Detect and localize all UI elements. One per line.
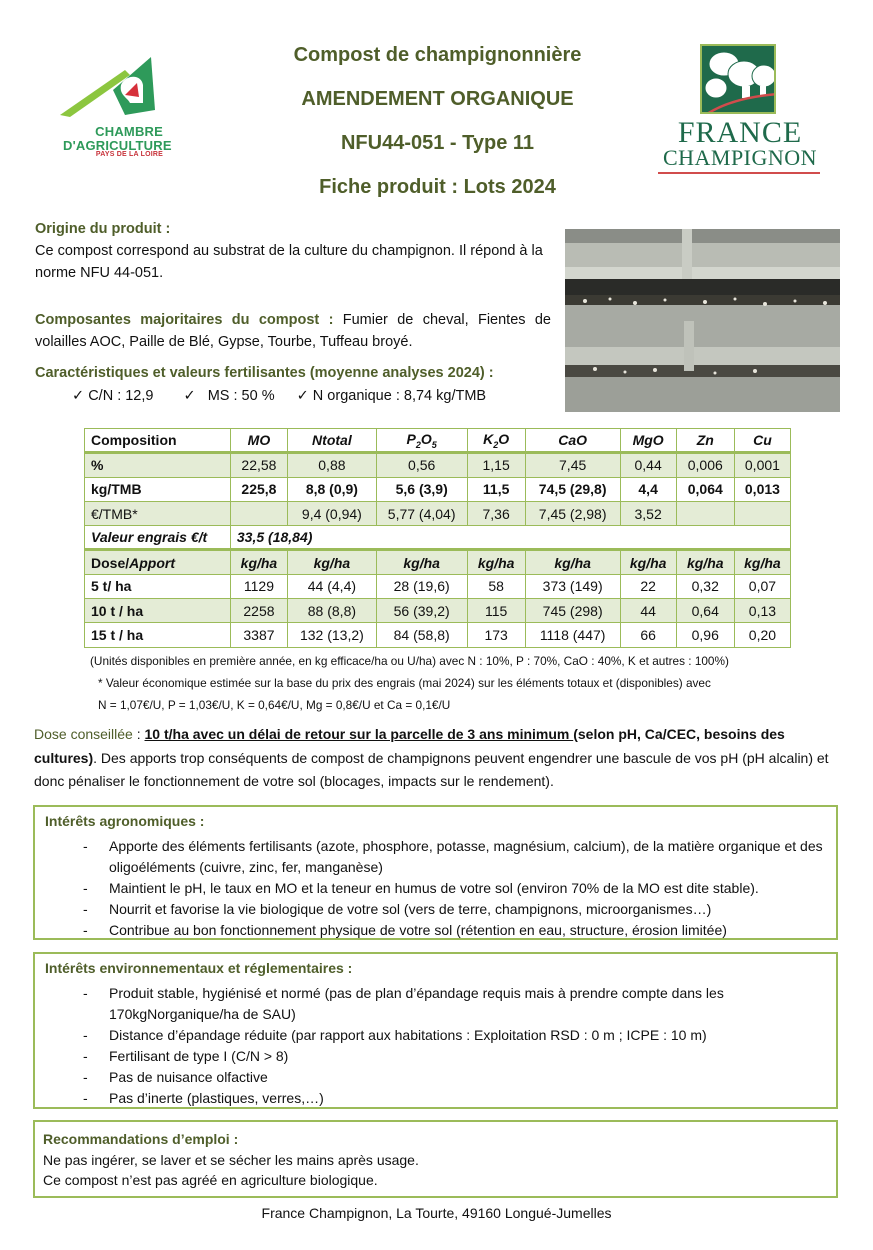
- list-item-text: Pas de nuisance olfactive: [109, 1069, 268, 1085]
- dash-bullet-icon: -: [83, 1090, 88, 1106]
- table-row: [85, 477, 791, 501]
- check-icon: ✓: [72, 388, 85, 404]
- table-cell: 115: [467, 599, 525, 623]
- logo-text-chambre: CHAMBRE: [95, 124, 163, 139]
- note-economic-value: * Valeur économique estimée sur la base du prix des engrais (mai 2024) sur les éléments totaux et (disponibles) avec: [98, 676, 711, 690]
- table-cell: 88 (8,8): [288, 599, 377, 623]
- row-label: €/TMB*: [85, 501, 231, 525]
- logo-text-france: FRANCE: [677, 116, 803, 149]
- table-cell: 0,20: [734, 623, 790, 647]
- dose-separator: :: [132, 726, 145, 742]
- table-header-row: [85, 429, 791, 453]
- table-cell: 84 (58,8): [376, 623, 467, 647]
- chambre-agriculture-logo: [55, 55, 172, 170]
- table-cell: 5,77 (4,04): [376, 501, 467, 525]
- environmental-benefits-box: [33, 952, 838, 1109]
- france-champignon-logo: [655, 44, 825, 176]
- table-dose-header-row: [85, 550, 791, 574]
- header-cell: Ntotal: [288, 429, 377, 453]
- caracteristiques-title: Caractéristiques et valeurs fertilisantes (moyenne analyses 2024) :: [35, 365, 494, 381]
- table-cell: 74,5 (29,8): [525, 477, 620, 501]
- list-item-text: Distance d’épandage réduite (par rapport aux habitations : Exploitation RSD : 0 m ; ICPE : 10 m): [109, 1027, 707, 1043]
- table-cell: 8,8 (0,9): [288, 477, 377, 501]
- table-cell: 225,8: [230, 477, 287, 501]
- dash-bullet-icon: -: [83, 901, 88, 917]
- dash-bullet-icon: -: [83, 985, 88, 1001]
- check-item-ms: [183, 388, 274, 404]
- table-cell: 44 (4,4): [288, 574, 377, 598]
- table-cell: 11,5: [467, 477, 525, 501]
- table-cell: 173: [467, 623, 525, 647]
- table-cell: 28 (19,6): [376, 574, 467, 598]
- list-item-text: Maintient le pH, le taux en MO et la teneur en humus de votre sol (environ 70% de la MO est dite stable).: [109, 880, 759, 896]
- list-item: [45, 920, 826, 941]
- dose-conseillee-paragraph: [34, 723, 842, 794]
- table-cell: 4,4: [620, 477, 676, 501]
- row-label: Valeur engrais €/t: [85, 526, 231, 550]
- table-cell: 0,013: [734, 477, 790, 501]
- origin-text: Ce compost correspond au substrat de la culture du champignon. Il répond à la norme NFU 44-051.: [35, 243, 543, 281]
- apport-label: Apport: [129, 554, 176, 571]
- header-cell-k2o: $K_2O$: [467, 429, 525, 453]
- check-label: C/N : 12,9: [88, 388, 154, 404]
- dose-label: Dose/: [91, 554, 130, 571]
- logo-text-champignon: CHAMPIGNON: [662, 145, 818, 170]
- row-label: 10 t / ha: [85, 599, 231, 623]
- header-cell-p2o5: $P_2O_5$: [376, 429, 467, 453]
- logo-underline: [658, 172, 820, 174]
- header-cell: Zn: [676, 429, 734, 453]
- check-label: MS : 50 %: [207, 388, 275, 404]
- table-cell: [230, 501, 287, 525]
- table-cell: 3387: [230, 623, 287, 647]
- list-item: [45, 1046, 826, 1067]
- table-cell: [734, 501, 790, 525]
- table-row: [85, 453, 791, 477]
- list-item-text: Produit stable, hygiénisé et normé (pas de plan d’épandage requis mais à prendre compte dans les 170kgNorganique/ha de SAU): [109, 985, 724, 1022]
- note-prices: N = 1,07€/U, P = 1,03€/U, K = 0,64€/U, Mg = 0,8€/U et Ca = 0,1€/U: [98, 698, 451, 712]
- table-cell: 0,64: [676, 599, 734, 623]
- recommendation-line: Ne pas ingérer, se laver et se sécher les mains après usage.: [43, 1152, 419, 1168]
- composantes-title: Composantes majoritaires du compost :: [35, 312, 334, 328]
- compost-photo: [565, 229, 840, 412]
- footer-address: France Champignon, La Tourte, 49160 Longué-Jumelles: [261, 1205, 612, 1221]
- table-cell: 7,45 (2,98): [525, 501, 620, 525]
- logo-text-region: PAYS DE LA LOIRE: [95, 151, 163, 158]
- table-cell: 7,36: [467, 501, 525, 525]
- check-label: N organique : 8,74 kg/TMB: [312, 388, 487, 404]
- dose-recommendation: 10 t/ha avec un délai de retour sur la parcelle de 3 ans minimum: [144, 726, 574, 742]
- header-cell: kg/ha: [620, 550, 676, 574]
- table-cell: 3,52: [620, 501, 676, 525]
- table-cell: 373 (149): [525, 574, 620, 598]
- table-cell: 2258: [230, 599, 287, 623]
- note-units: (Unités disponibles en première année, en kg efficace/ha ou U/ha) avec N : 10%, P : 70%, CaO : 40%, K et autres : 100%): [90, 654, 729, 668]
- table-cell: 9,4 (0,94): [288, 501, 377, 525]
- header-cell: kg/ha: [230, 550, 287, 574]
- recommendations-title: Recommandations d’emploi :: [43, 1131, 239, 1147]
- composantes-text: Fumier de cheval, Fientes de volailles AOC, Paille de Blé, Gypse, Tourbe, Tuffeau broyé.: [35, 312, 551, 350]
- row-label: 5 t/ ha: [85, 574, 231, 598]
- header-cell: kg/ha: [734, 550, 790, 574]
- list-item-text: Nourrit et favorise la vie biologique de votre sol (vers de terre, champignons, microorganismes…): [109, 901, 712, 917]
- table-cell: 1129: [230, 574, 287, 598]
- table-row: [85, 501, 791, 525]
- table-row: [85, 574, 791, 598]
- check-item-cn: [72, 388, 153, 404]
- table-cell: 1118 (447): [525, 623, 620, 647]
- list-item-text: Fertilisant de type I (C/N > 8): [109, 1048, 289, 1064]
- table-cell: 22: [620, 574, 676, 598]
- table-cell: 58: [467, 574, 525, 598]
- dose-warning: . Des apports trop conséquents de compost de champignons peuvent engendrer une bascule de vos pH (pH alcalin) et donc pénaliser le fonctionnement de votre sol (blocages, impacts sur le rendement).: [34, 749, 829, 789]
- list-item-text: Contribue au bon fonctionnement physique de votre sol (rétention en eau, structure, érosion limitée): [109, 922, 727, 938]
- header-cell: kg/ha: [676, 550, 734, 574]
- check-icon: ✓: [296, 388, 309, 404]
- header-cell: CaO: [525, 429, 620, 453]
- table-cell: 0,32: [676, 574, 734, 598]
- table-cell: [676, 501, 734, 525]
- list-item: [45, 878, 826, 899]
- header-cell: MO: [230, 429, 287, 453]
- dash-bullet-icon: -: [83, 1069, 88, 1085]
- agronomic-benefits-box: [33, 805, 838, 940]
- table-cell: 0,44: [620, 453, 676, 477]
- list-item: [45, 836, 826, 878]
- row-label: 15 t / ha: [85, 623, 231, 647]
- title-product: Compost de champignonnière: [293, 44, 582, 66]
- list-item: [45, 1025, 826, 1046]
- origin-title: Origine du produit :: [35, 221, 171, 237]
- row-label: %: [85, 453, 231, 477]
- caracteristiques-checklist: [72, 388, 486, 404]
- table-cell: 1,15: [467, 453, 525, 477]
- check-item-norganique: [297, 388, 486, 404]
- dash-bullet-icon: -: [83, 838, 88, 854]
- table-cell: 0,001: [734, 453, 790, 477]
- dash-bullet-icon: -: [83, 1048, 88, 1064]
- composition-table: [84, 428, 791, 648]
- list-item: [45, 899, 826, 920]
- list-item-text: Apporte des éléments fertilisants (azote, phosphore, potasse, magnésium, calcium), de la matière organique et des oligoéléments (cuivre, zinc, fer, manganèse): [109, 838, 823, 875]
- header-cell: kg/ha: [288, 550, 377, 574]
- table-row: [85, 599, 791, 623]
- table-cell: 0,07: [734, 574, 790, 598]
- recommendation-line: Ce compost n’est pas agréé en agriculture biologique.: [43, 1172, 378, 1188]
- chambre-agriculture-emblem-icon: [55, 55, 165, 130]
- environmental-list: [45, 983, 826, 1109]
- table-cell: 745 (298): [525, 599, 620, 623]
- list-item: [45, 983, 826, 1025]
- header-cell: MgO: [620, 429, 676, 453]
- table-cell: 0,96: [676, 623, 734, 647]
- dash-bullet-icon: -: [83, 880, 88, 896]
- list-item-text: Pas d’inerte (plastiques, verres,…): [109, 1090, 324, 1106]
- table-row: [85, 623, 791, 647]
- dose-label: Dose conseillée: [34, 726, 133, 742]
- title-type: AMENDEMENT ORGANIQUE: [301, 88, 574, 110]
- header-cell: Composition: [85, 429, 231, 453]
- header-cell: kg/ha: [525, 550, 620, 574]
- table-cell: 56 (39,2): [376, 599, 467, 623]
- table-cell: 7,45: [525, 453, 620, 477]
- agronomic-list: [45, 836, 826, 941]
- header-cell: kg/ha: [376, 550, 467, 574]
- recommendations-box: [33, 1120, 838, 1198]
- mushroom-icon: [700, 44, 776, 114]
- table-cell: 5,6 (3,9): [376, 477, 467, 501]
- header-cell: kg/ha: [467, 550, 525, 574]
- dash-bullet-icon: -: [83, 1027, 88, 1043]
- environmental-title: Intérêts environnementaux et réglementaires :: [45, 960, 353, 976]
- composantes-section: [35, 309, 551, 353]
- dash-bullet-icon: -: [83, 922, 88, 938]
- table-cell: 0,13: [734, 599, 790, 623]
- valeur-engrais-value: 33,5 (18,84): [230, 526, 790, 550]
- logo-text-agriculture: D'AGRICULTURE: [63, 138, 172, 153]
- origin-section: [35, 218, 551, 284]
- table-cell: 44: [620, 599, 676, 623]
- table-row-valeur-engrais: [85, 526, 791, 550]
- row-label: kg/TMB: [85, 477, 231, 501]
- table-cell: 0,56: [376, 453, 467, 477]
- title-sheet: Fiche produit : Lots 2024: [319, 176, 556, 198]
- table-cell: 22,58: [230, 453, 287, 477]
- agronomic-title: Intérêts agronomiques :: [45, 813, 205, 829]
- document-titles: [240, 44, 635, 220]
- header-cell: Cu: [734, 429, 790, 453]
- table-cell: 0,006: [676, 453, 734, 477]
- table-cell: 132 (13,2): [288, 623, 377, 647]
- table-cell: 0,88: [288, 453, 377, 477]
- title-norm: NFU44-051 - Type 11: [340, 132, 535, 154]
- table-cell: 66: [620, 623, 676, 647]
- dose-conditions: (selon pH, Ca/CEC, besoins des cultures): [34, 726, 785, 766]
- dose-header-label: [85, 550, 231, 574]
- check-icon: ✓: [183, 388, 196, 404]
- list-item: [45, 1088, 826, 1109]
- table-cell: 0,064: [676, 477, 734, 501]
- list-item: [45, 1067, 826, 1088]
